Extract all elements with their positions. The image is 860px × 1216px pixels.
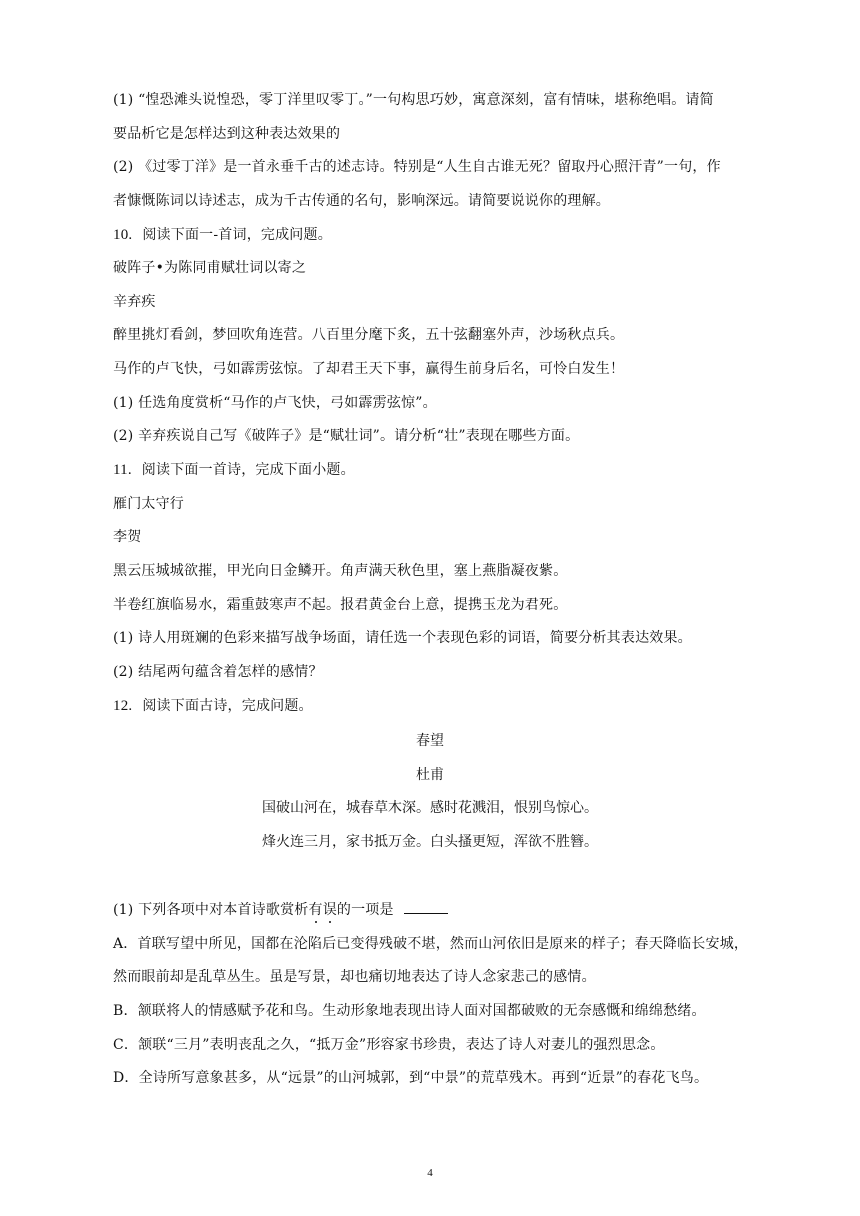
q12-option-c: C．颔联“三月”表明丧乱之久，“抵万金”形容家书珍贵，表达了诗人对妻儿的强烈思念。 — [113, 1037, 665, 1053]
answer-blank — [404, 901, 448, 914]
q10-heading — [113, 225, 332, 245]
q12-sub1-text-post: 的一项是 — [336, 902, 394, 918]
q12-option-a-line1: A．首联写望中所见，国都在沦陷后已变得残破不堪，然而山河依旧是原来的样子；春天降临长安城， — [113, 936, 749, 952]
q11-heading — [113, 460, 355, 480]
q10-poem-line2: 马作的卢飞快，弓如霹雳弦惊。了却君王天下事，赢得生前身后名，可怜白发生！ — [113, 361, 625, 377]
q11-poem-title: 雁门太守行 — [113, 496, 184, 512]
q12-poem-line2: 烽火连三月，家书抵万金。白头搔更短，浑欲不胜簪。 — [262, 834, 598, 850]
q12-sub1 — [113, 900, 448, 920]
q11-prompt: 阅读下面一首诗，完成下面小题。 — [141, 462, 355, 478]
q11-number: 11. — [113, 462, 132, 478]
q12-heading — [113, 696, 313, 716]
q9-sub2-line2: 者慷慨陈词以诗述志，成为千古传通的名句，影响深远。请简要说说你的理解。 — [113, 193, 610, 209]
page-number: 4 — [427, 1167, 433, 1179]
q9-sub1-line1: (1) “惶恐滩头说惶恐，零丁洋里叹零丁。”一句构思巧妙，寓意深刻，富有情味，堪称绝唱。请简 — [113, 92, 714, 108]
q10-sub1: (1) 任选角度赏析“马作的卢飞快，弓如霹雳弦惊”。 — [113, 395, 437, 411]
q11-poem-author: 李贺 — [113, 529, 142, 545]
q12-poem-title: 春望 — [416, 733, 444, 749]
q12-sub1-text-pre: (1) 下列各项中对本首诗歌赏析 — [113, 902, 309, 918]
q10-poem-line1: 醉里挑灯看剑，梦回吹角连营。八百里分麾下炙，五十弦翻塞外声，沙场秋点兵。 — [113, 327, 625, 343]
q12-sub1-emphasis-2: 误 — [322, 902, 337, 918]
q11-sub1: (1) 诗人用斑斓的色彩来描写战争场面，请任选一个表现色彩的词语，简要分析其表达效果。 — [113, 630, 692, 646]
q9-sub1-line2: 要品析它是怎样达到这种表达效果的 — [113, 126, 341, 142]
q11-poem-line2: 半卷红旗临易水，霜重鼓寒声不起。报君黄金台上意，提携玉龙为君死。 — [113, 597, 568, 613]
q10-poem-author: 辛弃疾 — [113, 294, 156, 310]
q10-sub2: (2) 辛弃疾说自己写《破阵子》是“赋壮词”。请分析“壮”表现在哪些方面。 — [113, 428, 580, 444]
q11-poem-line1: 黑云压城城欲摧，甲光向日金鳞开。角声满天秋色里，塞上燕脂凝夜紫。 — [113, 563, 568, 579]
q12-poem-author: 杜甫 — [416, 767, 444, 783]
q12-sub1-emphasis-1: 有 — [308, 902, 323, 918]
q9-sub2-line1: (2) 《过零丁洋》是一首永垂千古的述志诗。特别是“人生自古谁无死？留取丹心照汗青”一句，作 — [113, 159, 721, 175]
q12-option-b: B．颔联将人的情感赋予花和鸟。生动形象地表现出诗人面对国都破败的无奈感慨和绵绵愁绪。 — [113, 1003, 706, 1019]
q12-poem-line1: 国破山河在，城春草木深。感时花溅泪，恨别鸟惊心。 — [262, 800, 598, 816]
q10-number: 10. — [113, 227, 133, 243]
q12-option-d: D．全诗所写意象甚多，从“远景”的山河城郭，到“中景”的荒草残木。再到“近景”的春花飞鸟。 — [113, 1070, 709, 1086]
q11-sub2: (2) 结尾两句蕴含着怎样的感情？ — [113, 664, 323, 680]
q10-prompt: 阅读下面一-首词，完成问题。 — [142, 227, 332, 243]
q12-option-a-line2: 然而眼前却是乱草丛生。虽是写景，却也痛切地表达了诗人念家悲己的感情。 — [113, 969, 596, 985]
q10-poem-title: 破阵子•为陈同甫赋壮词以寄之 — [113, 260, 307, 276]
q12-number: 12. — [113, 698, 133, 714]
q12-prompt: 阅读下面古诗，完成问题。 — [142, 698, 313, 714]
